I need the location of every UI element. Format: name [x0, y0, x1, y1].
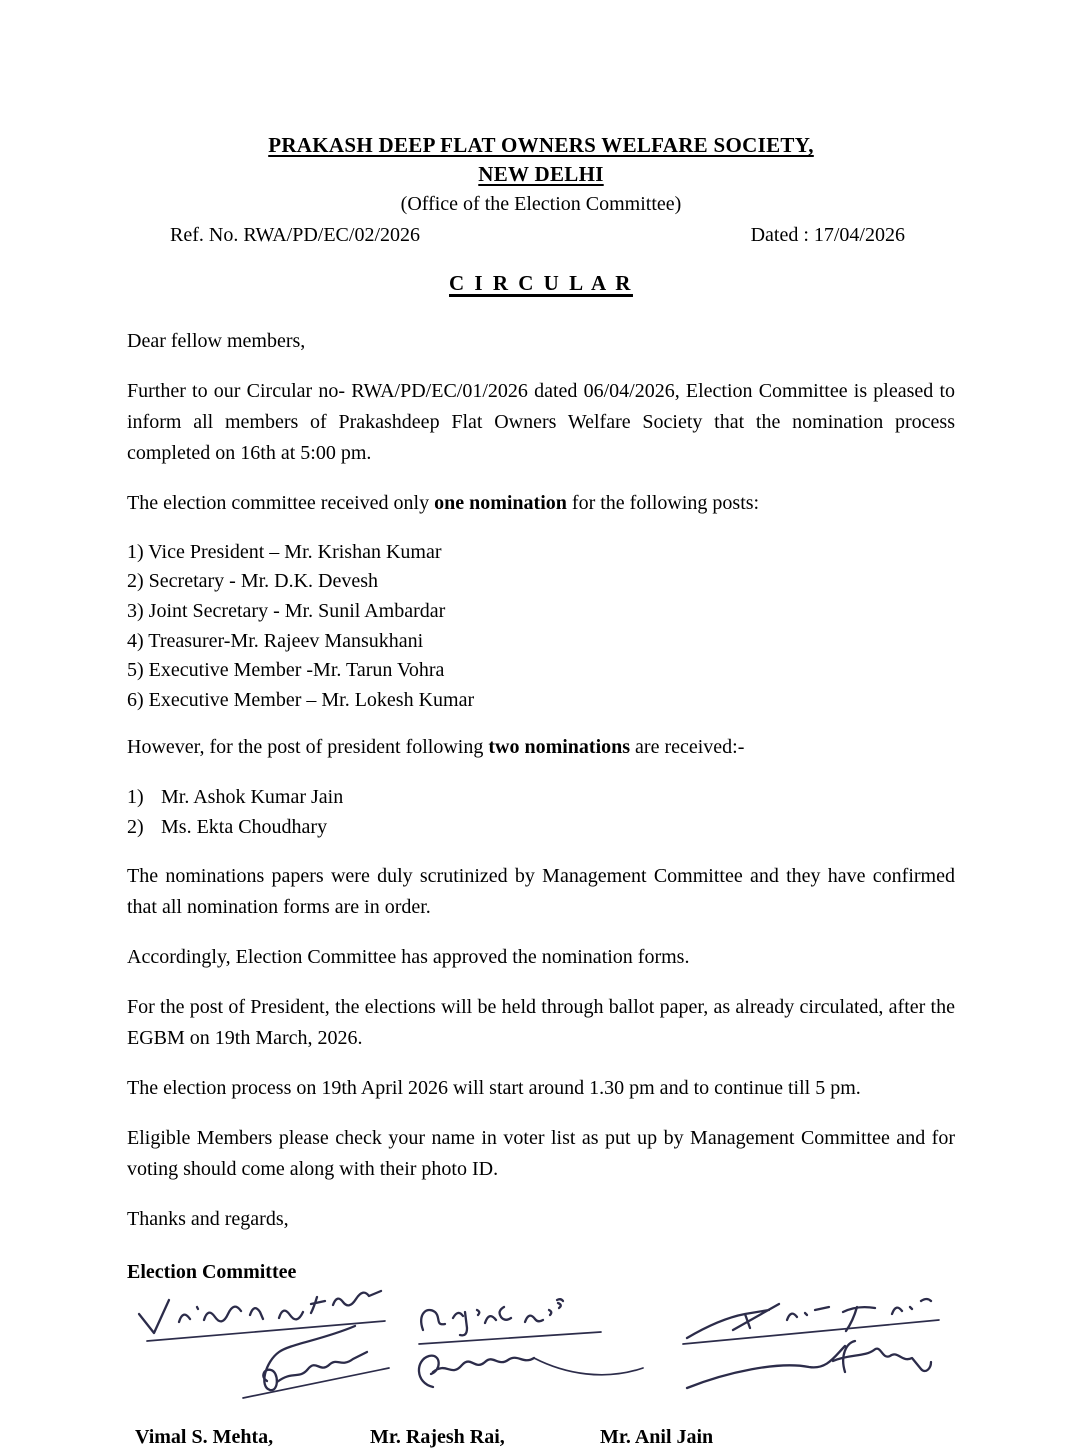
doc-heading-wrap: [127, 267, 955, 300]
however-post: are received:-: [630, 736, 745, 759]
list-item: 6) Executive Member – Mr. Lokesh Kumar: [127, 688, 475, 711]
signatory-name: Mr. Anil Jain: [600, 1426, 714, 1449]
committee-label: Election Committee: [127, 1261, 297, 1284]
document-content: [127, 131, 955, 1452]
reference-row: [127, 218, 955, 251]
vimal-mehta-signature: [139, 1291, 389, 1398]
however-pre: However, for the post of president following: [127, 736, 489, 759]
received-line: [127, 488, 955, 519]
item-number: 1): [127, 786, 144, 809]
intro-paragraph: Further to our Circular no- RWA/PD/EC/01/2026 dated 06/04/2026, Election Committee is pleased to inform all members of Prakashdeep Flat Owners Welfare Society that the nomination process completed on 16th at 5:00 pm.: [127, 379, 955, 464]
list-item: 4) Treasurer-Mr. Rajeev Mansukhani: [127, 629, 424, 652]
anil-jain-signature: [683, 1299, 939, 1388]
signatory-names-row: [127, 1422, 955, 1452]
list-item: [127, 782, 955, 812]
signatures-image: [127, 1284, 957, 1406]
list-item: 3) Joint Secretary - Mr. Sunil Ambardar: [127, 599, 446, 622]
received-bold: one nomination: [434, 491, 567, 514]
received-post: for the following posts:: [566, 491, 760, 514]
received-pre: The election committee received only: [127, 491, 435, 514]
salutation: Dear fellow members,: [127, 329, 306, 352]
list-item: 5) Executive Member -Mr. Tarun Vohra: [127, 659, 445, 682]
society-name-title: [127, 131, 955, 160]
society-name-text: PRAKASH DEEP FLAT OWNERS WELFARE SOCIETY,: [268, 133, 814, 157]
ref-number: Ref. No. RWA/PD/EC/02/2026: [170, 223, 421, 246]
approval-paragraph: Accordingly, Election Committee has approved the nomination forms.: [127, 946, 690, 969]
city-text: NEW DELHI: [478, 162, 604, 187]
president-nominee-list: [127, 782, 955, 842]
closing-line: Thanks and regards,: [127, 1208, 289, 1231]
nominee-name: Mr. Ashok Kumar Jain: [161, 786, 344, 809]
circular-heading: C I R C U L A R: [449, 270, 633, 295]
signatory-name: Mr. Rajesh Rai,: [370, 1426, 505, 1449]
list-item: [127, 812, 955, 842]
rajesh-rai-signature: [419, 1300, 643, 1388]
signatory-name: Vimal S. Mehta,: [135, 1426, 274, 1449]
schedule-paragraph: The election process on 19th April 2026 will start around 1.30 pm and to continue till 5 pm.: [127, 1077, 861, 1100]
voters-paragraph: Eligible Members please check your name in voter list as put up by Management Committee and for voting should come along with their photo ID.: [127, 1127, 955, 1181]
nomination-list: [127, 538, 955, 716]
office-line: (Office of the Election Committee): [400, 192, 682, 215]
dated-label: Dated : 17/04/2026: [750, 223, 905, 246]
list-item: 1) Vice President – Mr. Krishan Kumar: [127, 540, 442, 563]
however-bold: two nominations: [488, 736, 631, 759]
however-line: [127, 732, 955, 763]
ballot-paragraph: For the post of President, the elections will be held through ballot paper, as already circulated, after the EGBM on 19th March, 2026.: [127, 996, 955, 1050]
nominee-name: Ms. Ekta Choudhary: [161, 816, 328, 839]
scrutiny-paragraph: The nominations papers were duly scrutinized by Management Committee and they have confirmed that all nomination forms are in order.: [127, 865, 955, 919]
list-item: 2) Secretary - Mr. D.K. Devesh: [127, 570, 379, 593]
item-number: 2): [127, 816, 144, 839]
city-title: [127, 160, 955, 189]
